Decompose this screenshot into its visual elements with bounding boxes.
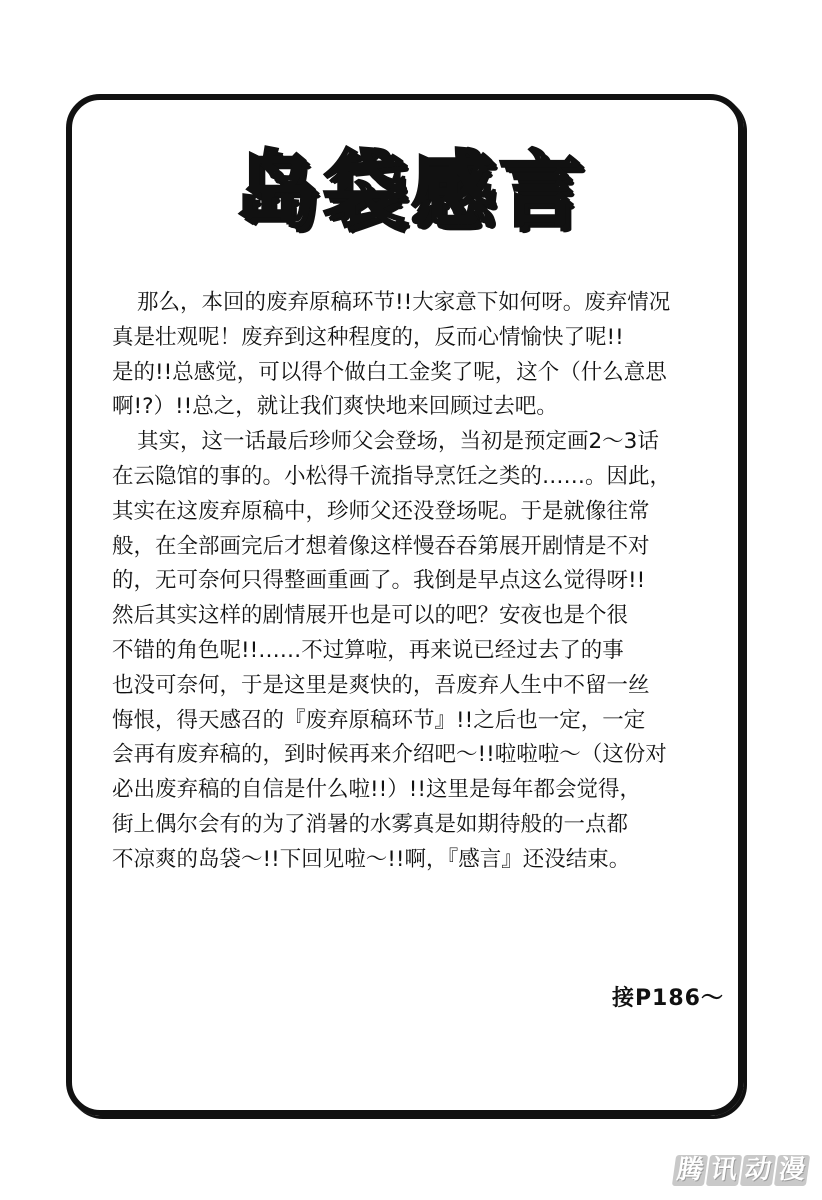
text-line: 不错的角色呢!!……不过算啦，再来说已经过去了的事	[112, 637, 624, 663]
text-line: 然后其实这样的剧情展开也是可以的吧？安夜也是个很	[112, 603, 629, 629]
tencent-comics-watermark	[672, 1155, 810, 1186]
text-line: 在云隐馆的事的。小松得千流指导烹饪之类的……。因此，	[112, 463, 672, 489]
continued-note: 接P186～	[611, 986, 724, 1011]
watermark-char: 讯	[706, 1155, 742, 1186]
watermark-char: 腾	[672, 1155, 708, 1186]
text-line: 啊!?）!!总之，就让我们爽快地来回顾过去吧。	[112, 394, 558, 420]
text-line: 悔恨，得天感召的『废弃原稿环节』!!之后也一定，一定	[112, 707, 646, 733]
text-line: 那么，本回的废弃原稿环节!!大家意下如何呀。废弃情况	[137, 290, 671, 315]
commentary-body	[112, 286, 732, 878]
text-line: 真是壮观呢！废弃到这种程度的，反而心情愉快了呢!!	[112, 324, 624, 350]
text-line: 街上偶尔会有的为了消暑的水雾真是如期待般的一点都	[112, 811, 629, 837]
text-line: 般，在全部画完后才想着像这样慢吞吞第展开剧情是不对	[112, 533, 650, 559]
watermark-char: 漫	[774, 1155, 810, 1186]
text-line: 会再有废弃稿的，到时候再来介绍吧～!!啦啦啦～（这份对	[112, 742, 667, 768]
text-line: 是的!!总感觉，可以得个做白工金奖了呢，这个（什么意思	[112, 359, 667, 385]
text-line: 必出废弃稿的自信是什么啦!!）!!这里是每年都会觉得，	[112, 777, 641, 803]
text-line: 不凉爽的岛袋～!!下回见啦～!!啊，『感言』还没结束。	[112, 846, 631, 872]
title-container	[66, 143, 756, 238]
text-line: 也没可奈何，于是这里是爽快的，吾废弃人生中不留一丝	[112, 672, 650, 698]
page-title: 岛袋感言	[234, 143, 587, 238]
text-line: 其实，这一话最后珍师父会登场，当初是预定画2～3话	[137, 429, 659, 455]
watermark-char: 动	[740, 1155, 776, 1186]
text-line: 其实在这废弃原稿中，珍师父还没登场呢。于是就像往常	[112, 498, 650, 524]
text-line: 的，无可奈何只得整画重画了。我倒是早点这么觉得呀!!	[112, 568, 646, 594]
